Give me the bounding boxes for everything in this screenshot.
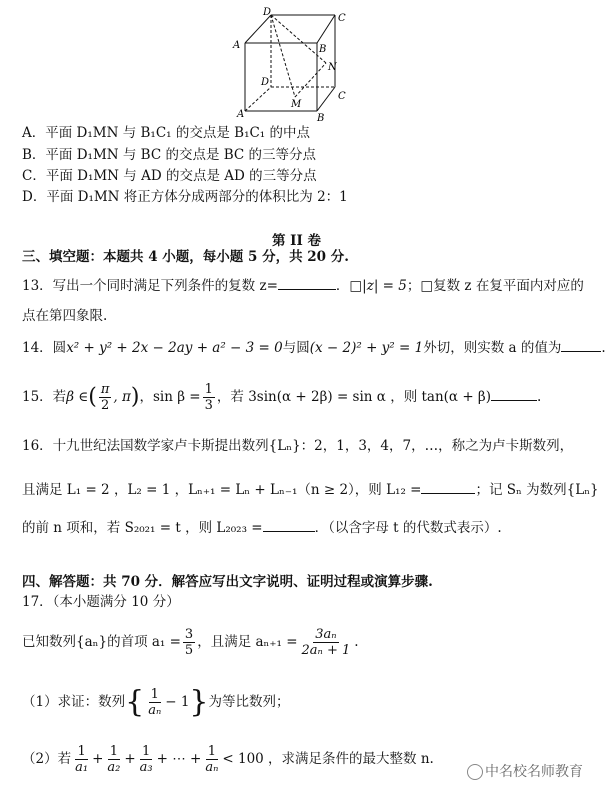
q15-pi: , π — [113, 389, 131, 405]
q17-p2-one-2: 1 — [109, 744, 118, 759]
q16-answer-blank-2[interactable] — [263, 519, 315, 532]
q17-title: 17．（本小题满分 10 分） — [22, 594, 180, 610]
label-d1: D — [263, 7, 272, 18]
q17-p2-f2: a₂ — [107, 760, 121, 775]
q15-sin-num: 1 — [204, 382, 213, 397]
q16-line3a: 的前 n 项和，若 S₂₀₂₁ = t ，则 L₂₀₂₃ = — [22, 520, 263, 536]
q14-end: . — [601, 340, 606, 356]
q16-line1: 16．十九世纪法国数学家卢卡斯提出数列{Lₙ}：2，1，3，4，7，…，称之为卢卡斯数列， — [22, 438, 574, 454]
q13-line1 — [22, 277, 584, 295]
q15-sin-den: 3 — [204, 398, 213, 413]
q17-given-lead: 已知数列{aₙ}的首项 a₁ = — [22, 634, 181, 650]
q15-pi-num: π — [100, 382, 110, 397]
q14-eq1: x² + y² + 2x − 2ay + a² − 3 = 0 — [66, 340, 283, 356]
part2-title: 第 II 卷 — [271, 233, 322, 249]
q15-sin-lead: ，sin β = — [139, 389, 201, 405]
cube-figure — [225, 5, 365, 124]
q16-line2a: 且满足 L₁ = 2 ，L₂ = 1 ，Lₙ₊₁ = Lₙ + Lₙ₋₁（n ≥ 2），则 L₁₂ = — [22, 482, 422, 498]
label-m: M — [291, 99, 302, 110]
q14-eq2: (x − 2)² + y² = 1 — [309, 340, 424, 356]
q17-given-mid: ，且满足 aₙ₊₁ = — [197, 634, 298, 650]
q17-p1-minus: − 1 — [165, 694, 190, 710]
q13-modz: |z| = 5 — [362, 278, 407, 294]
q17-p2-f3: a₃ — [139, 760, 153, 775]
q15-beta-in: β ∈ — [66, 389, 89, 405]
q17-part2 — [22, 741, 434, 777]
q17-part1: （1）求证：数列{ $\frac{1}{\text{aₙ}}$ − 1}为等比数列； — [22, 684, 290, 720]
label-c: C — [338, 91, 346, 102]
q13-cond2: ；□复数 z 在复平面内对应的 — [406, 278, 584, 294]
q15-pi-den: 2 — [101, 398, 110, 413]
label-a: A — [237, 109, 245, 120]
q17-rec-den: 2aₙ + 1 — [301, 643, 351, 658]
label-c1: C — [338, 13, 346, 24]
q17-p2-one-n: 1 — [207, 744, 216, 759]
q13-cond1: ．□ — [335, 278, 363, 294]
q17-p2-f1: a₁ — [75, 760, 89, 775]
label-b: B — [317, 113, 325, 124]
q14-tail: 外切，则实数 a 的值为 — [423, 340, 562, 356]
q14-line — [22, 339, 606, 357]
q17-a1-den: 5 — [184, 643, 194, 658]
label-a1: A — [233, 40, 241, 51]
q16-line3b: ．（以含字母 t 的代数式表示）. — [314, 520, 502, 536]
q17-p2-plus-2: + — [124, 751, 136, 767]
q17-p2-one-1: 1 — [77, 744, 86, 759]
q17-p2-one-3: 1 — [142, 744, 151, 759]
label-b1: B — [319, 44, 327, 55]
q17-given — [22, 624, 359, 660]
q16-line3 — [22, 519, 502, 537]
option-c[interactable]: C．平面 D₁MN 与 AD 的交点是 AD 的三等分点 — [22, 168, 317, 184]
q17-p2-tail: < 100 ，求满足条件的最大整数 n. — [222, 751, 434, 767]
q14-answer-blank[interactable] — [561, 339, 601, 352]
q13-lead: 13．写出一个同时满足下列条件的复数 z= — [22, 278, 278, 294]
section4-heading: 四、解答题：共 70 分．解答应写出文字说明、证明过程或演算步骤. — [22, 574, 433, 590]
q17-p1-num: 1 — [150, 687, 159, 702]
q13-line2: 点在第四象限. — [22, 308, 108, 324]
q17-given-end: . — [354, 634, 359, 650]
q17-p2-dots: + ⋯ + — [156, 751, 202, 767]
q14-mid: 与圆 — [282, 340, 310, 356]
q17-p2-lead: （2）若 — [22, 751, 72, 767]
q14-lead: 14．圆 — [22, 340, 67, 356]
q17-p2-plus-1: + — [92, 751, 104, 767]
option-b[interactable]: B．平面 D₁MN 与 BC 的交点是 BC 的三等分点 — [22, 147, 317, 163]
q17-a1-num: 3 — [184, 627, 194, 642]
wechat-icon — [467, 764, 483, 780]
q15-line: 15．若β ∈( $\frac{\pi}{2}$ , π)，sin β = $\frac{1}{3}$ ，若 3sin(α + 2β) = sin α ，则 tan(α + β) . — [22, 382, 542, 413]
q16-line2 — [22, 481, 599, 499]
option-d[interactable]: D．平面 D₁MN 将正方体分成两部分的体积比为 2：1 — [22, 189, 348, 205]
section3-heading: 三、填空题：本题共 4 小题，每小题 5 分，共 20 分. — [22, 249, 349, 265]
q13-answer-blank[interactable] — [278, 277, 336, 290]
q17-p2-fn: aₙ — [205, 760, 219, 775]
q15-answer-blank[interactable] — [491, 388, 537, 401]
q17-p1-lead: （1）求证：数列 — [22, 694, 126, 710]
watermark — [467, 761, 583, 781]
q17-p1-den: aₙ — [148, 703, 162, 718]
q17-p1-tail: 为等比数列； — [208, 694, 290, 710]
q17-rec-num: 3aₙ — [315, 627, 337, 642]
label-d: D — [261, 77, 270, 88]
q16-line2b: ；记 Sₙ 为数列{Lₙ} — [475, 482, 599, 498]
label-n: N — [328, 62, 337, 73]
q15-cond: ，若 3sin(α + 2β) = sin α ，则 tan(α + β) — [216, 389, 492, 405]
watermark-text: 中名校名师教育 — [485, 764, 583, 780]
q15-end: . — [537, 389, 542, 405]
option-a[interactable]: A．平面 D₁MN 与 B₁C₁ 的交点是 B₁C₁ 的中点 — [22, 125, 311, 141]
q15-lead: 15．若 — [22, 389, 67, 405]
q16-answer-blank-1[interactable] — [421, 481, 475, 494]
